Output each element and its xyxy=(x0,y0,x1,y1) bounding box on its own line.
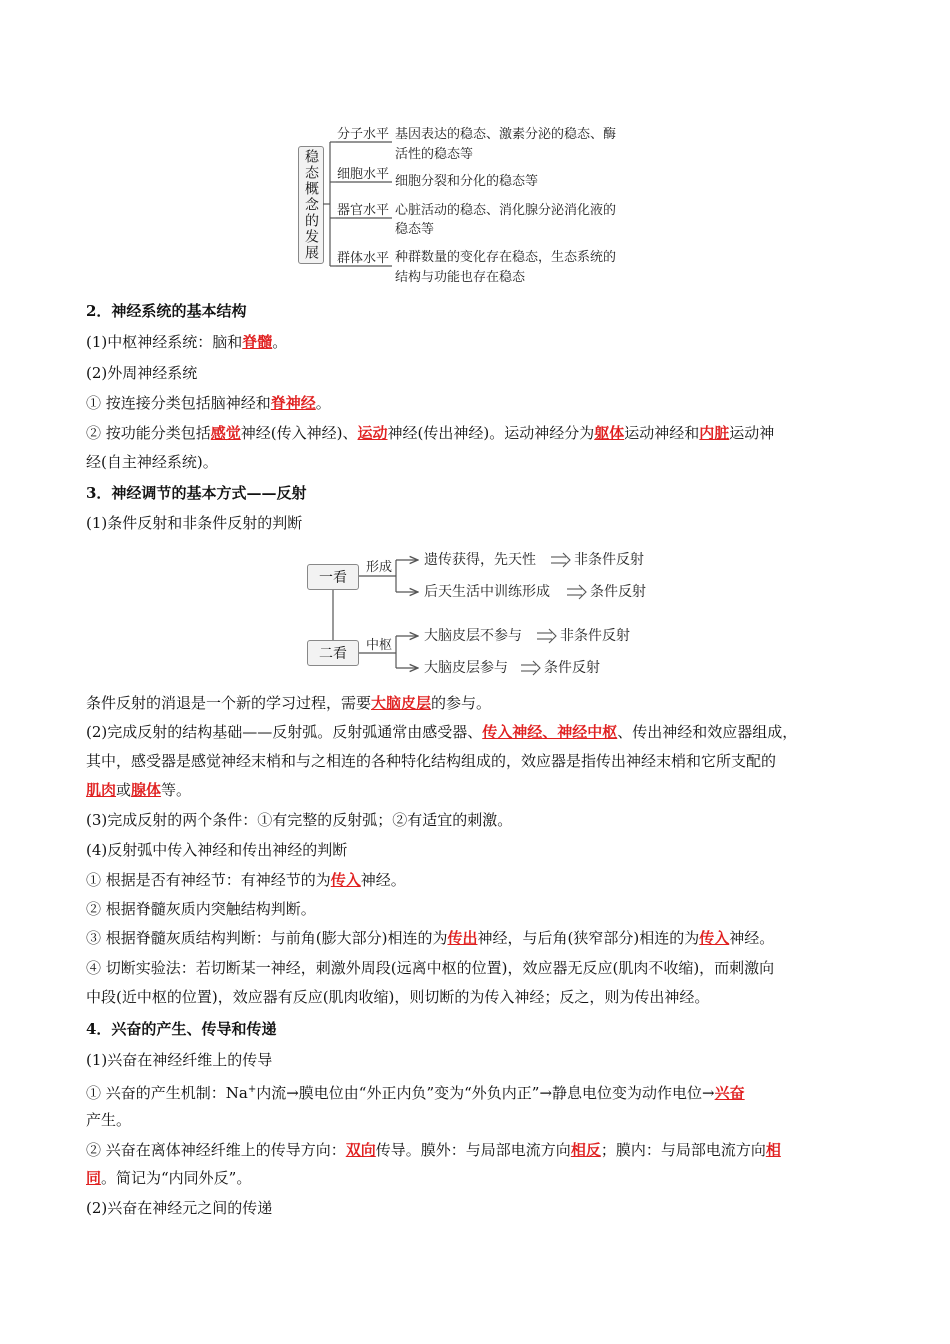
s3-p7: ② 根据脊髓灰质内突触结构判断。 xyxy=(86,900,316,918)
s3-p3-line1: (2)完成反射的结构基础——反射弧。反射弧通常由感受器、传入神经、神经中枢、传出神经和效应器组成， xyxy=(86,723,798,741)
branch-2-result: 条件反射 xyxy=(590,584,646,600)
level-desc-cell-1: 细胞分裂和分化的稳态等 xyxy=(395,174,539,189)
answer-cerebral-cortex: 大脑皮层 xyxy=(371,694,432,712)
branch-1-result: 非条件反射 xyxy=(574,552,644,568)
s2-p1: (1)中枢神经系统：脑和脊髓。 xyxy=(86,333,288,351)
s3-p3-line3: 肌肉或腺体等。 xyxy=(86,781,192,799)
s3-p5: (4)反射弧中传入神经和传出神经的判断 xyxy=(86,841,348,859)
s2-p3: ① 按连接分类包括脑神经和脊神经。 xyxy=(86,394,331,412)
s3-p1: (1)条件反射和非条件反射的判断 xyxy=(86,514,303,532)
s3-p9-line2: 中段(近中枢的位置)，效应器有反应(肌肉收缩)，则切断的为传入神经；反之，则为传出神经。 xyxy=(86,988,710,1006)
answer-afferent-center: 传入神经、神经中枢 xyxy=(482,723,618,741)
answer-gland: 腺体 xyxy=(131,781,162,799)
s4-p1: (1)兴奋在神经纤维上的传导 xyxy=(86,1051,273,1069)
s2-p4-line2: 经(自主神经系统)。 xyxy=(86,453,218,471)
branch-3-result: 非条件反射 xyxy=(560,628,630,644)
first-look-box: 一看 xyxy=(307,564,359,590)
answer-same-part1: 相 xyxy=(765,1141,781,1159)
branch-4-result: 条件反射 xyxy=(544,660,600,676)
answer-muscle: 肌肉 xyxy=(86,781,117,799)
level-label-organ: 器官水平 xyxy=(337,203,390,218)
branch-1-cond: 遗传获得，先天性 xyxy=(424,552,536,568)
answer-sensory: 感觉 xyxy=(210,424,241,442)
s3-p3-line2: 其中，感受器是感觉神经末梢和与之相连的各种特化结构组成的，效应器是指传出神经末梢和它所支配的 xyxy=(86,752,777,770)
answer-excitation: 兴奋 xyxy=(714,1084,745,1102)
answer-spinal-cord: 脊髓 xyxy=(242,333,273,351)
section-2-heading: 2．神经系统的基本结构 xyxy=(86,302,247,320)
answer-opposite: 相反 xyxy=(570,1141,601,1159)
section-3-heading: 3．神经调节的基本方式——反射 xyxy=(86,484,307,502)
answer-afferent-2: 传入 xyxy=(699,929,730,947)
s2-p4-line1: ② 按功能分类包括感觉神经(传入神经)、运动神经(传出神经)。运动神经分为躯体运动神经和内脏运动神 xyxy=(86,424,775,442)
level-desc-organ-1: 心脏活动的稳态、消化腺分泌消化液的 xyxy=(395,203,617,218)
s4-p2-line2: 产生。 xyxy=(86,1111,132,1129)
second-look-box: 二看 xyxy=(307,640,359,666)
diagram-root-label: 稳态概念的发展 xyxy=(303,149,319,261)
level-label-molecular: 分子水平 xyxy=(337,127,390,142)
answer-efferent: 传出 xyxy=(447,929,478,947)
answer-somatic: 躯体 xyxy=(594,424,625,442)
s4-p3-line1: ② 兴奋在离体神经纤维上的传导方向：双向传导。膜外：与局部电流方向相反；膜内：与局部电流方向相 xyxy=(86,1141,781,1159)
s2-p2: (2)外周神经系统 xyxy=(86,364,198,382)
s4-p2-line1: ① 兴奋的产生机制：Na+内流→膜电位由“外正内负”变为“外负内正”→静息电位变为动作电位→兴奋 xyxy=(86,1084,745,1102)
level-label-population: 群体水平 xyxy=(337,251,390,266)
answer-same-part2: 同 xyxy=(86,1169,102,1187)
criterion-center: 中枢 xyxy=(366,638,393,653)
s3-p8: ③ 根据脊髓灰质结构判断：与前角(膨大部分)相连的为传出神经，与后角(狭窄部分)相连的为传入神经。 xyxy=(86,929,775,947)
criterion-formation: 形成 xyxy=(366,560,393,575)
s4-p3-line2: 同。简记为“内同外反”。 xyxy=(86,1169,252,1187)
branch-4-cond: 大脑皮层参与 xyxy=(424,660,508,676)
answer-spinal-nerve: 脊神经 xyxy=(270,394,316,412)
answer-visceral: 内脏 xyxy=(699,424,730,442)
s3-p4: (3)完成反射的两个条件：①有完整的反射弧；②有适宜的刺激。 xyxy=(86,811,513,829)
level-desc-organ-2: 稳态等 xyxy=(395,222,435,237)
s3-p9-line1: ④ 切断实验法：若切断某一神经，刺激外周段(远离中枢的位置)，效应器无反应(肌肉不收缩)，而刺激向 xyxy=(86,959,775,977)
branch-2-cond: 后天生活中训练形成 xyxy=(424,584,550,600)
level-desc-molecular-2: 活性的稳态等 xyxy=(395,147,474,162)
answer-bidirectional: 双向 xyxy=(345,1141,376,1159)
answer-afferent-1: 传入 xyxy=(330,871,361,889)
level-desc-population-2: 结构与功能也存在稳态 xyxy=(395,270,526,285)
branch-3-cond: 大脑皮层不参与 xyxy=(424,628,522,644)
level-desc-population-1: 种群数量的变化存在稳态，生态系统的 xyxy=(395,250,617,265)
s4-p4: (2)兴奋在神经元之间的传递 xyxy=(86,1199,273,1217)
answer-motor: 运动 xyxy=(357,424,388,442)
s3-p2: 条件反射的消退是一个新的学习过程，需要大脑皮层的参与。 xyxy=(86,694,492,712)
section-4-heading: 4．兴奋的产生、传导和传递 xyxy=(86,1020,277,1038)
level-label-cell: 细胞水平 xyxy=(337,167,390,182)
level-desc-molecular-1: 基因表达的稳态、激素分泌的稳态、酶 xyxy=(395,127,617,142)
s3-p6: ① 根据是否有神经节：有神经节的为传入神经。 xyxy=(86,871,406,889)
